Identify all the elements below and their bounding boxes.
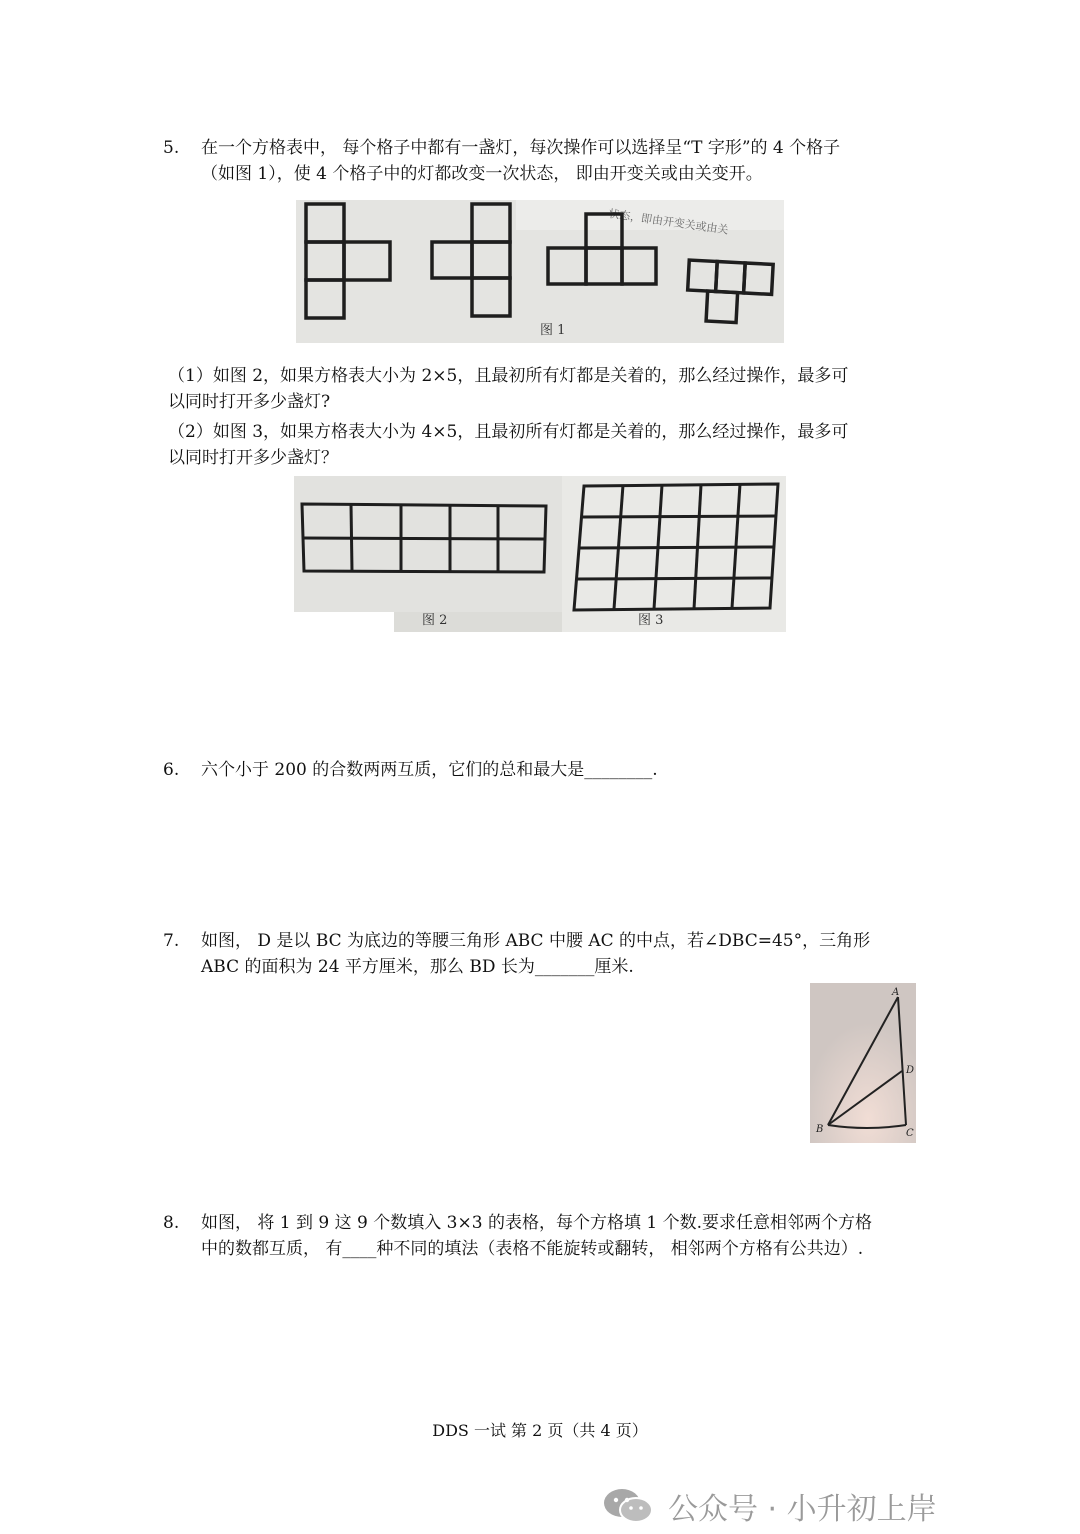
question-7-text-line1: 如图， D 是以 BC 为底边的等腰三角形 ABC 中腰 AC 的中点，若∠DBC=45°，三角形 — [201, 931, 871, 951]
figure-1-bleed-text: 状态，即由开变关或由关 — [607, 207, 730, 237]
question-6-text-line1: 六个小于 200 的合数两两互质，它们的总和最大是________. — [201, 760, 658, 780]
watermark-text: 公众号 · 小升初上岸 — [668, 1492, 937, 1527]
question-5-text-line1: 在一个方格表中， 每个格子中都有一盏灯，每次操作可以选择呈“T 字形”的 4 个格子 — [201, 138, 841, 158]
question-7-text-line2: ABC 的面积为 24 平方厘米，那么 BD 长为_______厘米. — [201, 957, 634, 977]
vertex-label-a: A — [892, 987, 900, 998]
figure-3-label: 图 3 — [638, 613, 664, 628]
wechat-icon — [600, 1486, 656, 1526]
vertex-label-d: D — [906, 1065, 915, 1076]
question-5-part2-line2: 以同时打开多少盏灯？ — [168, 448, 338, 468]
watermark — [600, 1484, 937, 1528]
figure-2-label: 图 2 — [422, 613, 448, 628]
question-5-part1-line1: （1）如图 2，如果方格表大小为 2×5，且最初所有灯都是关着的，那么经过操作，最多可 — [168, 366, 849, 386]
question-7-number: 7. — [163, 931, 180, 951]
figure-q7-triangle-photo — [810, 983, 916, 1143]
figure-2-3-photo — [294, 476, 786, 632]
question-8-text-line2: 中的数都互质， 有____种不同的填法（表格不能旋转或翻转， 相邻两个方格有公共边）. — [201, 1239, 864, 1259]
vertex-label-b: B — [816, 1124, 824, 1135]
figure-1-photo — [296, 200, 784, 343]
question-5-part2-line1: （2）如图 3，如果方格表大小为 4×5，且最初所有灯都是关着的，那么经过操作，最多可 — [168, 422, 849, 442]
question-6-number: 6. — [163, 760, 180, 780]
vertex-label-c: C — [906, 1128, 914, 1139]
question-5-text-line2: （如图 1），使 4 个格子中的灯都改变一次状态， 即由开变关或由关变开。 — [201, 164, 763, 184]
figure-1-label: 图 1 — [540, 323, 566, 338]
page-footer: DDS 一试 第 2 页（共 4 页） — [432, 1421, 648, 1440]
question-8-text-line1: 如图， 将 1 到 9 这 9 个数填入 3×3 的表格，每个方格填 1 个数.要求任意相邻两个方格 — [201, 1213, 872, 1233]
question-5-part1-line2: 以同时打开多少盏灯? — [168, 392, 331, 412]
question-5-number: 5. — [163, 138, 180, 158]
question-8-number: 8. — [163, 1213, 180, 1233]
